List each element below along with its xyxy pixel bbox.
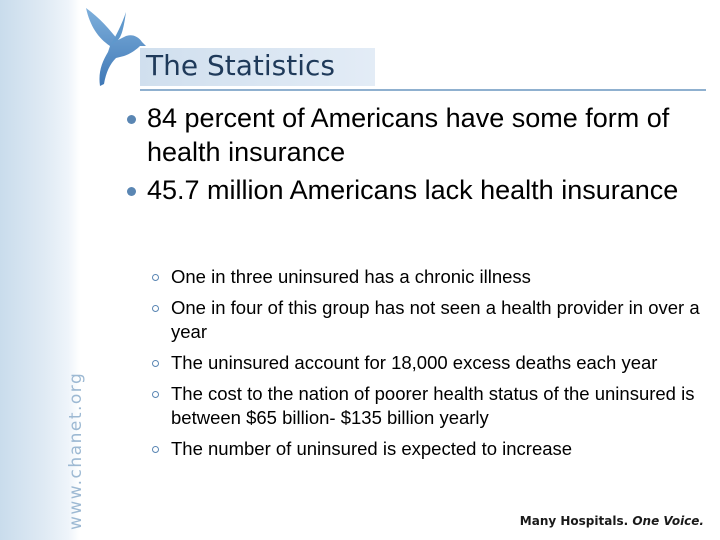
tagline-part1: Many Hospitals. [519,514,629,528]
page-title: The Statistics [146,49,335,82]
list-item [149,382,704,430]
sub-bullet-text: One in three uninsured has a chronic illness [171,266,531,287]
list-item [149,351,704,375]
sub-bullet-text: The uninsured account for 18,000 excess deaths each year [171,352,658,373]
list-item [149,296,704,344]
ring-bullet-icon [152,446,159,453]
ring-bullet-icon [152,305,159,312]
tagline-part2: One Voice. [632,514,704,528]
title-divider [140,89,706,91]
bullet-text: 45.7 million Americans lack health insurance [147,175,679,205]
list-item [149,265,704,289]
filled-circle-bullet-icon [127,115,136,124]
list-item [149,437,704,461]
ring-bullet-icon [152,391,159,398]
sub-bullet-text: The number of uninsured is expected to increase [171,438,573,459]
main-bullet-list [127,101,712,211]
sidebar-url: www.chanet.org [66,371,86,530]
sub-bullet-text: The cost to the nation of poorer health status of the uninsured is between $65 billion- $135 billion yearly [171,383,695,428]
list-item [127,101,712,169]
ring-bullet-icon [152,274,159,281]
filled-circle-bullet-icon [127,187,136,196]
sub-bullet-list [149,265,704,468]
bullet-text: 84 percent of Americans have some form of health insurance [147,103,670,167]
sub-bullet-text: One in four of this group has not seen a health provider in over a year [171,297,700,342]
footer-tagline [520,514,704,528]
ring-bullet-icon [152,360,159,367]
list-item [127,173,712,207]
